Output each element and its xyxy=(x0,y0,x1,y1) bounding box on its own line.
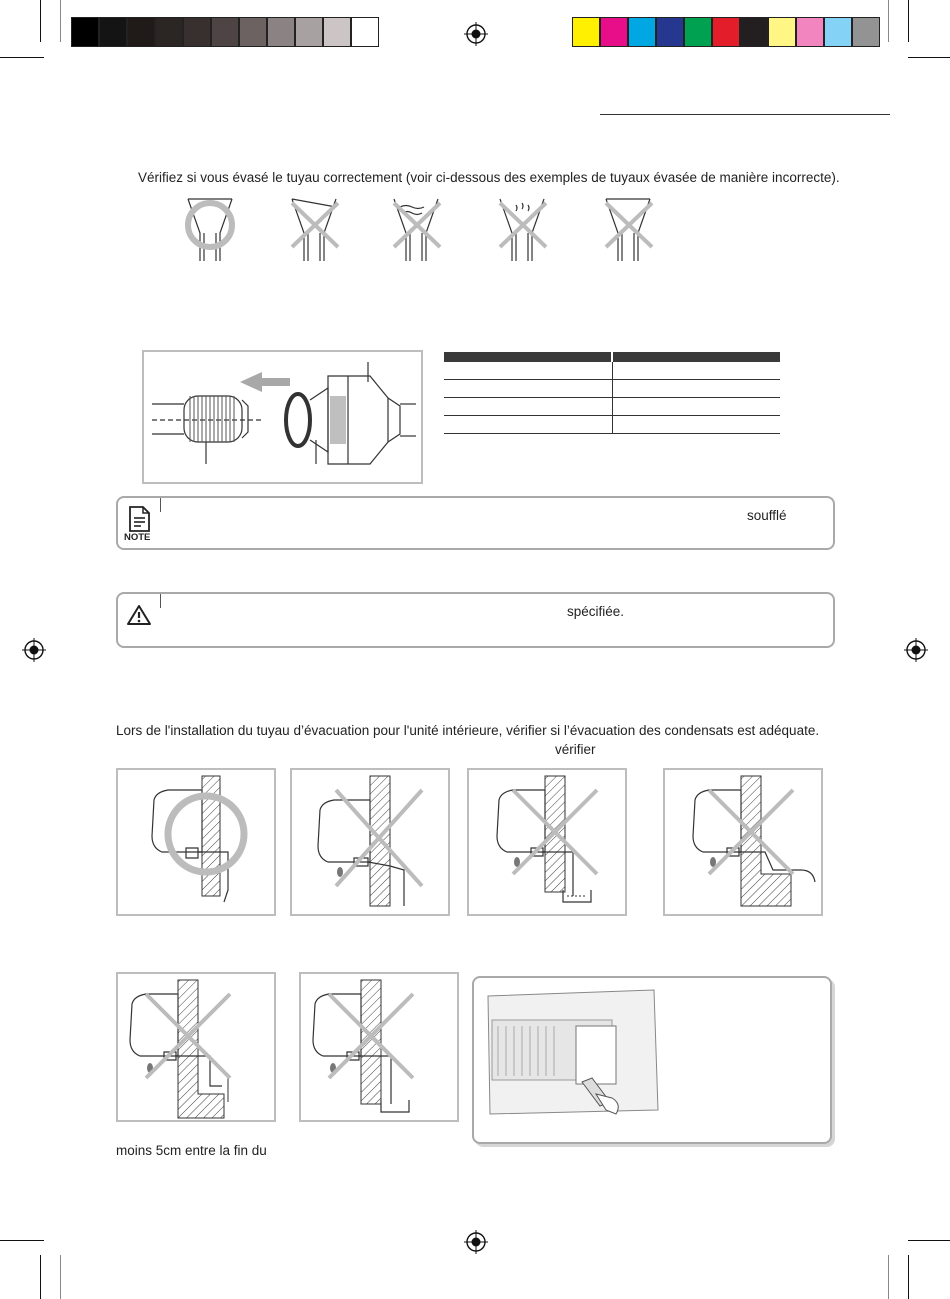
gray-swatch xyxy=(183,17,211,47)
color-swatch xyxy=(768,17,796,47)
crop-mark xyxy=(908,1255,909,1299)
color-swatch xyxy=(712,17,740,47)
crop-mark xyxy=(40,1255,41,1299)
note-box xyxy=(116,496,835,550)
drain-verify: vérifier xyxy=(555,742,596,757)
registration-mark-icon xyxy=(22,638,46,662)
gray-swatch xyxy=(295,17,323,47)
crop-mark xyxy=(888,0,889,42)
registration-mark-icon xyxy=(464,22,488,46)
flare-instruction: Vérifiez si vous évasé le tuyau correctement (voir ci-dessous des exemples de tuyaux évasée de manière incorrecte). xyxy=(138,170,840,185)
crop-mark xyxy=(908,0,909,42)
flare-nut-diagram xyxy=(142,350,423,484)
caution-box-divider xyxy=(160,594,161,608)
drain-test-panel xyxy=(472,976,832,1144)
crop-mark xyxy=(888,1255,889,1299)
caution-text: spécifiée. xyxy=(567,604,625,619)
color-swatch xyxy=(796,17,824,47)
gray-swatch xyxy=(239,17,267,47)
color-swatch xyxy=(852,17,880,47)
drain-example-wrong-5 xyxy=(299,972,459,1122)
color-swatch xyxy=(684,17,712,47)
gray-swatch xyxy=(351,17,379,47)
caution-box xyxy=(116,592,835,648)
crop-mark xyxy=(0,1240,44,1241)
crop-mark xyxy=(908,1240,950,1241)
color-swatch xyxy=(824,17,852,47)
note-text: soufflé xyxy=(747,508,787,523)
color-swatch xyxy=(600,17,628,47)
registration-mark-icon xyxy=(904,638,928,662)
color-swatch xyxy=(572,17,600,47)
color-swatch xyxy=(740,17,768,47)
gray-swatch xyxy=(323,17,351,47)
drain-example-wrong-3 xyxy=(663,768,823,916)
drain-example-wrong-2 xyxy=(467,768,627,916)
drain-footnote: moins 5cm entre la fin du xyxy=(116,1143,267,1158)
crop-mark xyxy=(60,1255,61,1299)
note-box-divider xyxy=(160,498,161,512)
note-icon xyxy=(128,506,150,532)
gray-swatch xyxy=(155,17,183,47)
flare-spec-table xyxy=(444,352,780,434)
drain-example-correct xyxy=(116,768,276,916)
indoor-unit-open-illustration xyxy=(484,986,659,1126)
gray-swatch xyxy=(71,17,99,47)
crop-mark xyxy=(40,0,41,42)
color-swatch xyxy=(656,17,684,47)
drain-intro: Lors de l'installation du tuyau d’évacuation pour l'unité intérieure, vérifier si l’évacuation des condensats est adéquate. xyxy=(116,723,820,738)
warning-triangle-icon xyxy=(126,604,152,626)
gray-swatch xyxy=(267,17,295,47)
note-icon-label: NOTE xyxy=(124,532,151,543)
drain-example-wrong-1 xyxy=(290,768,450,916)
gray-swatch xyxy=(99,17,127,47)
drain-example-wrong-4 xyxy=(116,972,276,1122)
gray-swatch xyxy=(127,17,155,47)
registration-mark-icon xyxy=(464,1230,488,1254)
color-swatch xyxy=(628,17,656,47)
gray-swatch xyxy=(211,17,239,47)
header-rule xyxy=(600,114,890,115)
crop-mark xyxy=(0,57,44,58)
crop-mark xyxy=(60,0,61,42)
crop-mark xyxy=(908,57,950,58)
flare-examples-diagram xyxy=(180,195,700,265)
